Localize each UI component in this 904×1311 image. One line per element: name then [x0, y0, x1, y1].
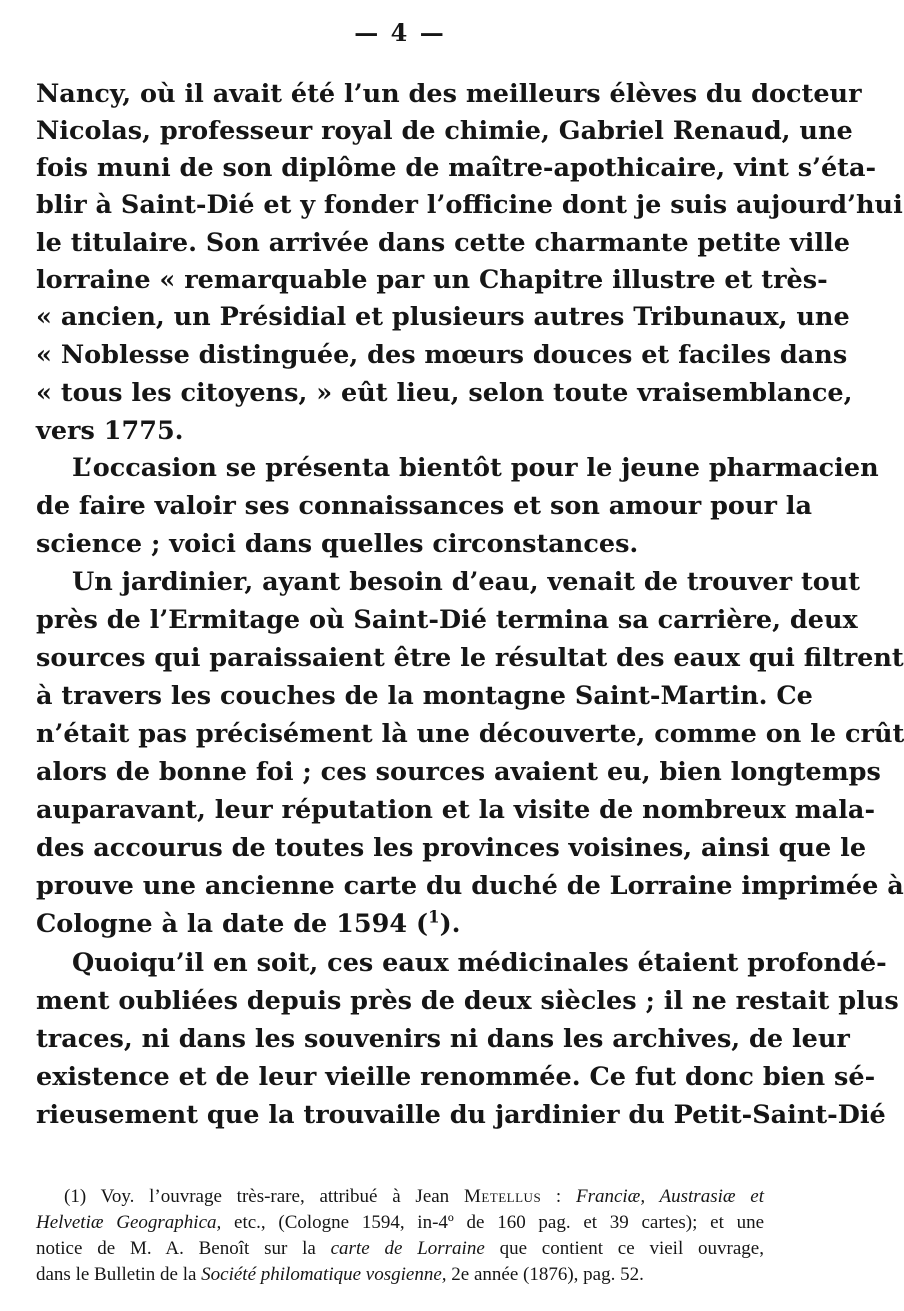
text-line: prouve une ancienne carte du duché de Lorraine imprimée à	[36, 871, 904, 901]
text-line: des accourus de toutes les provinces voisines, ainsi que le	[36, 833, 867, 863]
text-line: alors de bonne foi ; ces sources avaient eu, bien longtemps	[36, 757, 881, 787]
footnote-title: Société philomatique vosgienne,	[201, 1264, 447, 1285]
text-line: n’était pas précisément là une découverte, comme on le crût	[36, 719, 904, 749]
footnote-text: notice de M. A. Benoît sur la	[36, 1238, 331, 1259]
text-line: « ancien, un Présidial et plusieurs autres Tribunaux, une	[36, 302, 850, 332]
footnote-text: (1) Voy. l’ouvrage très-rare, attribué à Jean	[64, 1186, 464, 1207]
text-line: sources qui paraissaient être le résultat des eaux qui filtrent	[36, 643, 904, 673]
text-line: lorraine « remarquable par un Chapitre illustre et très-	[36, 265, 828, 295]
text-line: vers 1775.	[36, 416, 184, 446]
footnote-author: Metellus	[463, 1186, 542, 1207]
text-line: Nancy, où il avait été l’un des meilleurs élèves du docteur	[36, 79, 862, 109]
footnote-line	[64, 1184, 764, 1210]
text-line: de faire valoir ses connaissances et son amour pour la	[36, 491, 813, 521]
text-line: Nicolas, professeur royal de chimie, Gabriel Renaud, une	[36, 116, 853, 146]
text-line: rieusement que la trouvaille du jardinier du Petit-Saint-Dié	[36, 1100, 886, 1130]
footnote-title: carte de Lorraine	[330, 1238, 485, 1259]
text-line: « tous les citoyens, » eût lieu, selon toute vraisemblance,	[36, 378, 853, 408]
text-line: le titulaire. Son arrivée dans cette charmante petite ville	[36, 228, 850, 258]
text-line: existence et de leur vieille renommée. Ce fut donc bien sé-	[36, 1062, 876, 1092]
footnote-text: :	[541, 1186, 576, 1207]
footnote-line	[36, 1262, 764, 1288]
footnote-line	[36, 1236, 764, 1262]
text-line: science ; voici dans quelles circonstances.	[36, 529, 639, 559]
text-line: fois muni de son diplôme de maître-apothicaire, vint s’éta-	[36, 153, 877, 183]
text-line: blir à Saint-Dié et y fonder l’officine dont je suis aujourd’hui	[36, 190, 903, 220]
footnote-reference: ($^1$).	[416, 906, 461, 939]
footnote-title: Helvetiæ Geographica,	[36, 1212, 222, 1233]
text-line: à travers les couches de la montagne Saint-Martin. Ce	[36, 681, 813, 711]
footnote-reference-mark: 1	[428, 906, 440, 927]
footnote-text: que contient ce vieil ouvrage,	[484, 1238, 764, 1259]
text-line: « Noblesse distinguée, des mœurs douces et faciles dans	[36, 340, 848, 370]
text-line	[36, 906, 763, 943]
text-segment: Cologne à la date de 1594	[36, 909, 408, 939]
text-line: ment oubliées depuis près de deux siècles ; il ne restait plus	[36, 986, 899, 1016]
footnote-title: Franciæ, Austrasiæ et	[575, 1186, 765, 1207]
text-line: L’occasion se présenta bientôt pour le jeune pharmacien	[72, 453, 879, 483]
footnote-text: 2e année (1876), pag. 52.	[446, 1264, 644, 1285]
text-line: près de l’Ermitage où Saint-Dié termina sa carrière, deux	[36, 605, 858, 635]
footnote-text: dans le Bulletin de la	[36, 1264, 202, 1285]
footnote-text: etc., (Cologne 1594, in-4º de 160 pag. et 39 cartes); et une	[221, 1212, 765, 1233]
text-line: Un jardinier, ayant besoin d’eau, venait de trouver tout	[72, 567, 861, 597]
text-line: auparavant, leur réputation et la visite de nombreux mala-	[36, 795, 876, 825]
footnote-line	[36, 1210, 764, 1236]
text-line: traces, ni dans les souvenirs ni dans les archives, de leur	[36, 1024, 850, 1054]
page-number: — 4 —	[354, 18, 446, 47]
text-line: Quoiqu’il en soit, ces eaux médicinales étaient profondé-	[72, 948, 887, 978]
